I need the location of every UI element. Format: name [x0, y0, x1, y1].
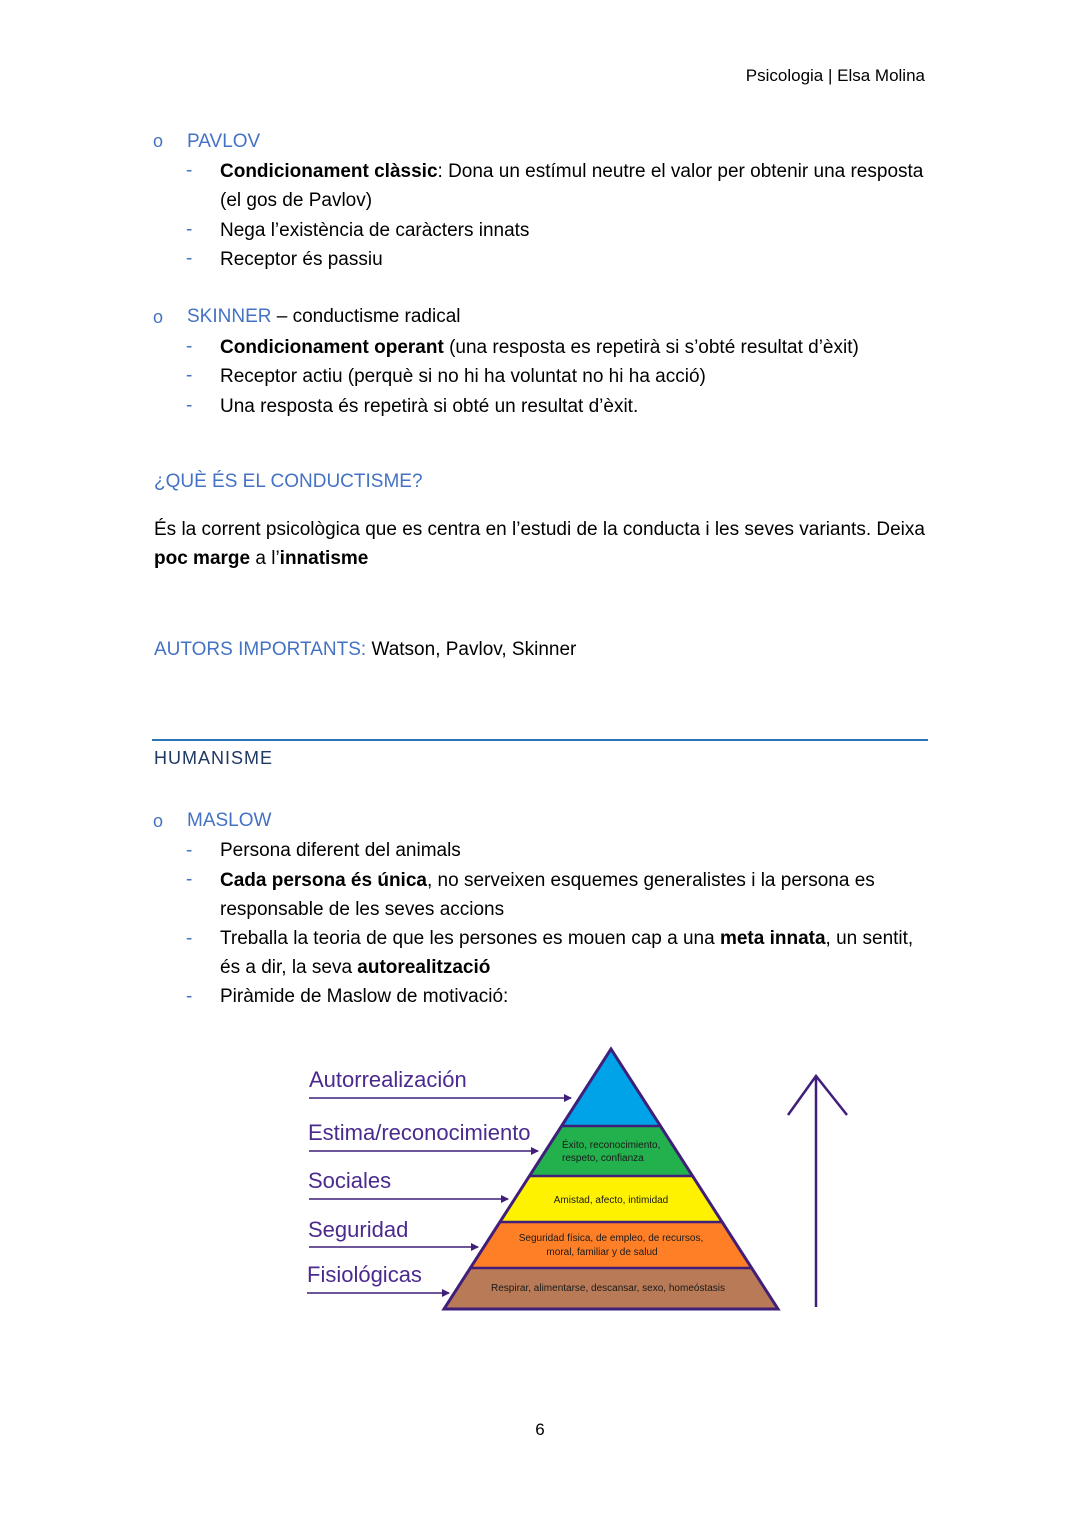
skinner-title: SKINNER – conductisme radical	[187, 306, 461, 327]
dash-icon: -	[186, 365, 193, 386]
conductisme-paragraph-line-2: poc marge a l’innatisme	[154, 548, 369, 569]
arrow-up-icon	[788, 1076, 847, 1307]
pavlov-item-1-cont: (el gos de Pavlov)	[220, 190, 373, 211]
pyramid-level-2-text-a: Éxito, reconocimiento,	[562, 1140, 661, 1151]
maslow-item-3-cont: és a dir, la seva autorealització	[220, 957, 491, 978]
maslow-item-1: Persona diferent del animals	[220, 840, 461, 861]
pyramid-level-autorrealizacion	[561, 1049, 661, 1126]
maslow-item-3: Treballa la teoria de que les persones es mouen cap a una meta innata, un sentit,	[220, 928, 914, 949]
humanisme-heading: HUMANISME	[154, 748, 274, 768]
bullet-circle-icon: o	[153, 811, 164, 831]
dash-icon: -	[186, 840, 193, 861]
maslow-item-4: Piràmide de Maslow de motivació:	[220, 986, 509, 1007]
dash-icon: -	[186, 986, 193, 1007]
page-header: Psicologia | Elsa Molina	[745, 66, 925, 85]
dash-icon: -	[186, 869, 193, 890]
dash-icon: -	[186, 336, 193, 357]
dash-icon: -	[186, 928, 193, 949]
dash-icon: -	[186, 219, 193, 240]
pyramid-label-fisiologicas: Fisiológicas	[307, 1262, 422, 1287]
pyramid-label-sociales: Sociales	[308, 1168, 392, 1193]
autors-importants: AUTORS IMPORTANTS: Watson, Pavlov, Skinner	[154, 639, 577, 660]
skinner-item-3: Una resposta és repetirà si obté un resultat d’èxit.	[220, 396, 639, 417]
pyramid-level-estima	[530, 1126, 692, 1176]
pyramid-level-4-text-b: moral, familiar y de salud	[546, 1247, 658, 1258]
maslow-item-2-cont: responsable de les seves accions	[220, 899, 505, 920]
maslow-title: MASLOW	[187, 810, 272, 831]
skinner-item-1: Condicionament operant (una resposta es repetirà si s’obté resultat d’èxit)	[220, 337, 859, 358]
dash-icon: -	[186, 160, 193, 181]
pyramid-label-autorrealizacion: Autorrealización	[309, 1067, 467, 1092]
pavlov-item-2: Nega l’existència de caràcters innats	[220, 220, 530, 241]
pavlov-item-1: Condicionament clàssic: Dona un estímul neutre el valor per obtenir una resposta	[220, 161, 924, 182]
pyramid-level-seguridad	[471, 1222, 751, 1268]
conductisme-paragraph-line-1: És la corrent psicològica que es centra en l’estudi de la conducta i les seves variants. Deixa	[154, 519, 925, 540]
pyramid-label-seguridad: Seguridad	[308, 1217, 409, 1242]
pavlov-item-3: Receptor és passiu	[220, 249, 383, 270]
dash-icon: -	[186, 395, 193, 416]
pyramid-level-4-text-a: Seguridad física, de empleo, de recursos,	[518, 1233, 704, 1244]
pyramid-level-2-text-b: respeto, confianza	[562, 1153, 644, 1164]
conductisme-heading: ¿QUÈ ÉS EL CONDUCTISME?	[154, 471, 423, 492]
pyramid-label-estima: Estima/reconocimiento	[308, 1120, 531, 1145]
skinner-item-2: Receptor actiu (perquè si no hi ha voluntat no hi ha acció)	[220, 366, 706, 387]
maslow-item-2: Cada persona és única, no serveixen esquemes generalistes i la persona es	[220, 870, 875, 891]
bullet-circle-icon: o	[153, 131, 164, 151]
dash-icon: -	[186, 248, 193, 269]
pyramid-level-3-text: Amistad, afecto, intimidad	[553, 1195, 669, 1206]
pyramid-level-5-text: Respirar, alimentarse, descansar, sexo, homeóstasis	[491, 1283, 725, 1294]
page-number: 6	[535, 1420, 545, 1439]
pavlov-title: PAVLOV	[187, 131, 261, 152]
bullet-circle-icon: o	[153, 307, 164, 327]
